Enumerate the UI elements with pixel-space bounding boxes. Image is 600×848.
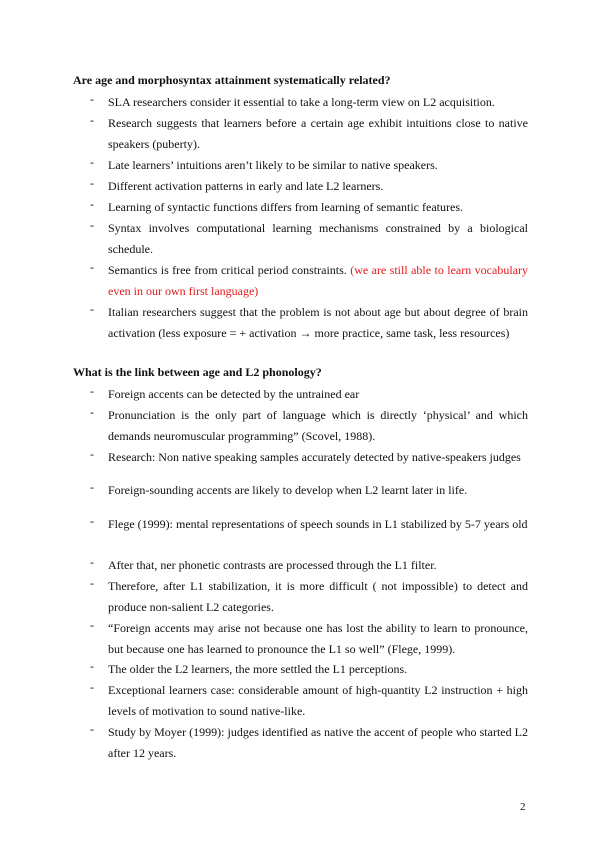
bullet-dash: - [90,176,94,190]
list-item-text: Research: Non native speaking samples accurately detected by native-speakers judges [108,450,521,464]
list-item-text: The older the L2 learners, the more settled the L1 perceptions. [108,662,408,676]
bullet-dash: - [90,384,94,398]
list-item-text: After that, ner phonetic contrasts are processed through the L1 filter. [108,558,437,572]
bullet-dash: - [90,113,94,127]
list-item-text: “Foreign accents may arise not because one has lost the ability to learn to pronounce, but because one has learned to pronounce the L1 so well” (Flege, 1999). [108,621,528,656]
bullet-dash: - [90,576,94,590]
list-item-text: Foreign accents can be detected by the untrained ear [108,387,360,401]
bullet-dash: - [90,260,94,274]
bullet-dash: - [90,405,94,419]
list-item-text: Late learners’ intuitions aren’t likely to be similar to native speakers. [108,158,438,172]
bullet-dash: - [90,555,94,569]
bullet-dash: - [90,447,94,461]
bullet-dash: - [90,480,94,494]
list-item-text: Learning of syntactic functions differs from learning of semantic features. [108,200,463,214]
bullet-dash: - [90,302,94,316]
red-note: (we are still able to learn vocabulary even in our own first language) [108,263,528,298]
list-item-text: Pronunciation is the only part of language which is directly ‘physical’ and which demands neuromuscular programming” (Scovel, 1988). [108,408,528,443]
bullet-dash: - [90,680,94,694]
bullet-dash: - [90,514,94,528]
bullet-dash: - [90,722,94,736]
bullet-dash: - [90,218,94,232]
bullet-dash: - [90,92,94,106]
page-number: 2 [520,801,526,813]
list-item-text: Syntax involves computational learning mechanisms constrained by a biological schedule. [108,221,528,256]
bullet-dash: - [90,155,94,169]
list-item-text [108,260,528,302]
list-item-text: Exceptional learners case: considerable amount of high-quantity L2 instruction + high levels of motivation to sound native-like. [108,683,528,718]
list-item-text: Study by Moyer (1999): judges identified as native the accent of people who started L2 after 12 years. [108,725,528,760]
bullet-dash: - [90,197,94,211]
list-item-text: Foreign-sounding accents are likely to develop when L2 learnt later in life. [108,483,468,497]
bullet-dash: - [90,659,94,673]
section-heading-phonology: What is the link between age and L2 phonology? [73,365,322,379]
bullet-dash: - [90,618,94,632]
list-item-text: Therefore, after L1 stabilization, it is more difficult ( not impossible) to detect and produce non-salient L2 categories. [108,579,528,614]
semantics-text: Semantics is free from critical period constraints. [108,263,347,277]
list-item-text: SLA researchers consider it essential to take a long-term view on L2 acquisition. [108,95,495,109]
list-item-text: Italian researchers suggest that the problem is not about age but about degree of brain activation (less exposure = + activation → more practice, same task, less resources) [108,305,528,340]
list-item-text: Research suggests that learners before a certain age exhibit intuitions close to native speakers (puberty). [108,116,528,151]
list-item-text: Flege (1999): mental representations of speech sounds in L1 stabilized by 5-7 years old [108,517,528,531]
section-heading-morphosyntax: Are age and morphosyntax attainment systematically related? [73,73,391,87]
list-item-text: Different activation patterns in early and late L2 learners. [108,179,384,193]
